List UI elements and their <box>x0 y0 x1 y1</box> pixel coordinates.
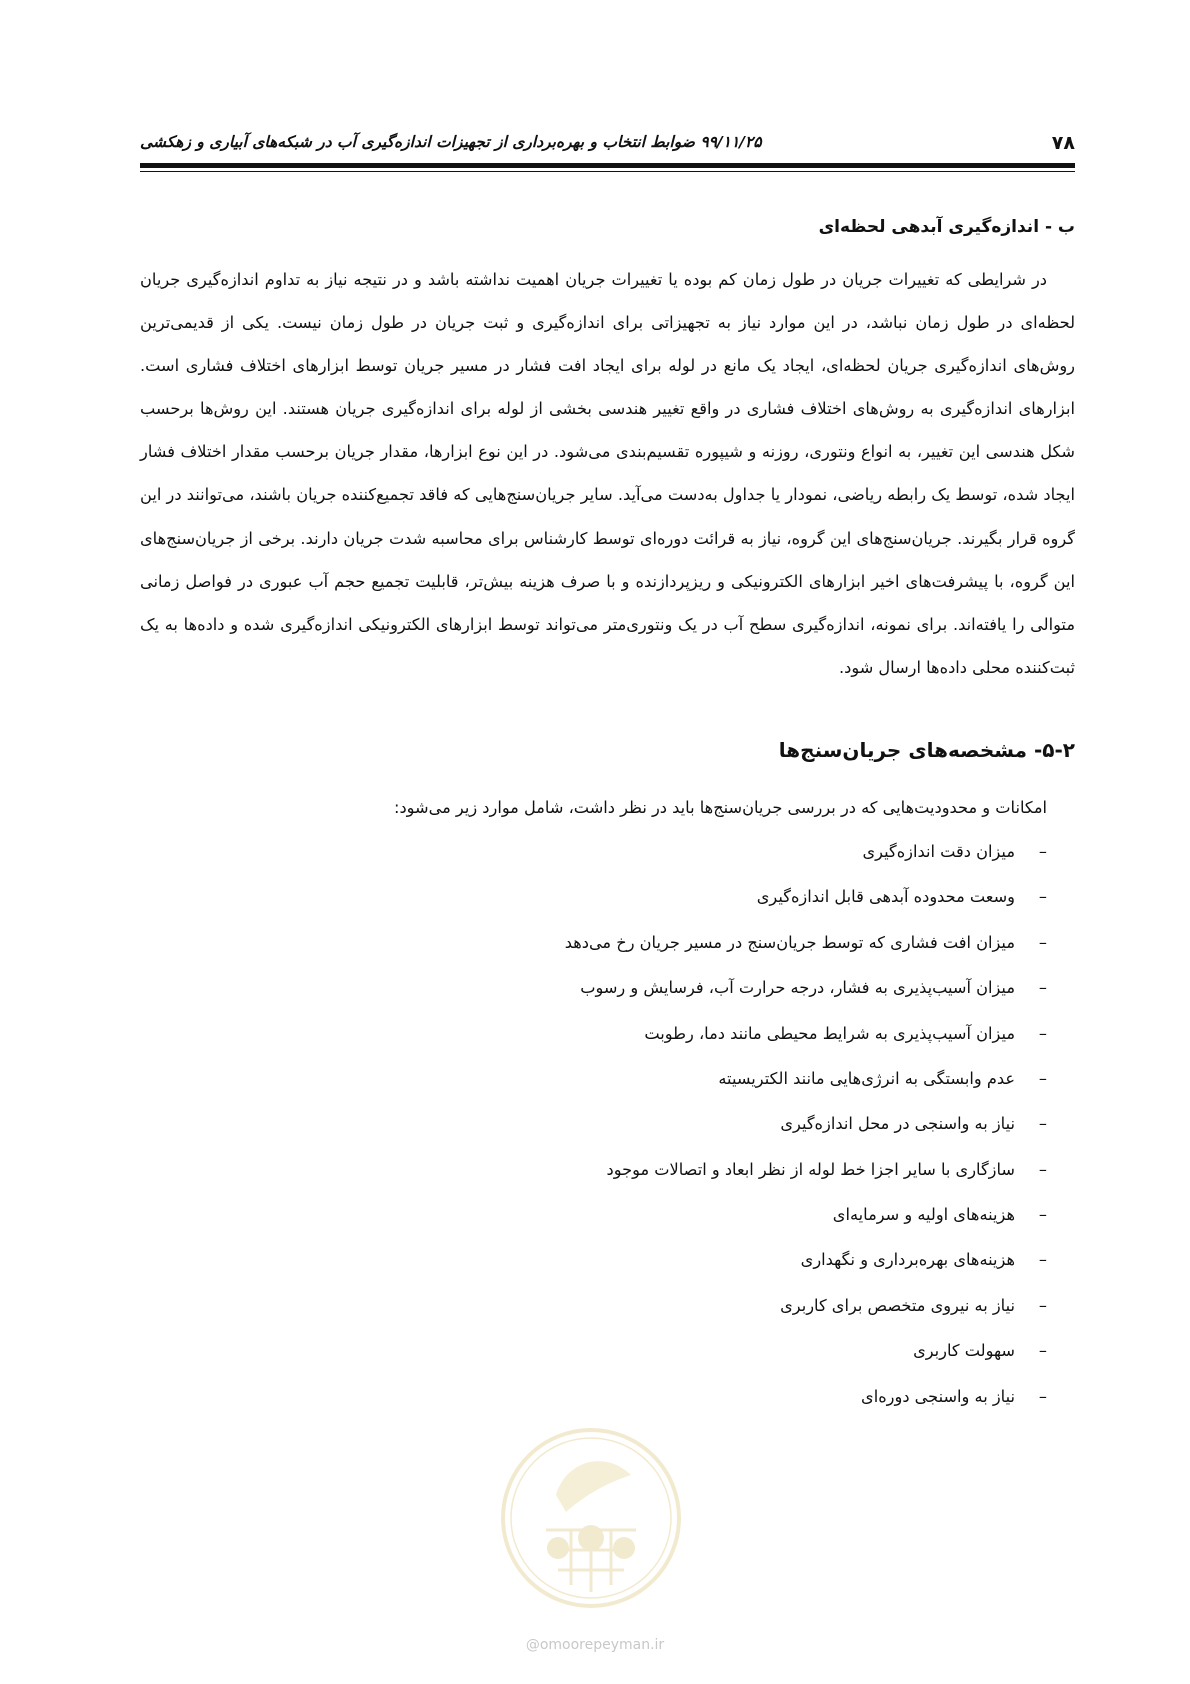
list-item-text: میزان افت فشاری که توسط جریان‌سنج در مسیر جریان رخ می‌دهد <box>564 932 1015 952</box>
list-item <box>140 1155 1047 1200</box>
bullet-dash: – <box>1038 1386 1047 1406</box>
list-item <box>140 1064 1047 1109</box>
page-number: ۷۸ <box>1051 132 1075 154</box>
bullet-dash: – <box>1038 1341 1047 1361</box>
list-item <box>140 882 1047 927</box>
watermark-url: @omoorepeyman.ir <box>525 1637 665 1653</box>
list-item-text: وسعت محدوده آبدهی قابل اندازه‌گیری <box>756 887 1015 907</box>
section-intro: امکانات و محدودیت‌هایی که در بررسی جریان‌سنج‌ها باید در نظر داشت، شامل موارد زیر می‌شود: <box>394 797 1047 817</box>
list-item <box>140 1245 1047 1290</box>
list-item-text: هزینه‌های اولیه و سرمایه‌ای <box>832 1205 1015 1225</box>
list-item-text: نیاز به واسنجی دوره‌ای <box>861 1386 1015 1406</box>
list-item-text: سهولت کاربری <box>913 1341 1015 1361</box>
bullet-dash: – <box>1038 887 1047 907</box>
bullet-dash: – <box>1038 1159 1047 1179</box>
list-item-text: سازگاری با سایر اجزا خط لوله از نظر ابعاد و اتصالات موجود <box>606 1159 1015 1179</box>
subsection-heading: ب - اندازه‌گیری آبدهی لحظه‌ای <box>818 217 1075 237</box>
bullet-dash: – <box>1038 1205 1047 1225</box>
bullet-dash: – <box>1038 1023 1047 1043</box>
bullet-dash: – <box>1038 978 1047 998</box>
bullet-dash: – <box>1038 1114 1047 1134</box>
list-item-text: میزان آسیب‌پذیری به شرایط محیطی مانند دما، رطوبت <box>644 1023 1015 1043</box>
body-paragraph: در شرایطی که تغییرات جریان در طول زمان کم بوده یا تغییرات جریان اهمیت نداشته باشد و در نتیجه نیاز به تداوم اندازه‌گیری جریان لحظه‌ای در طول زمان نباشد، در این موارد نیاز به تجهیزاتی برای اندازه‌گیری و ثبت جریان در طول زمان نیست. یکی از قدیمی‌ترین روش‌های اندازه‌گیری جریان لحظه‌ای، ایجاد یک مانع در لوله برای ایجاد افت فشار در مسیر جریان توسط ابزارهای اختلاف فشاری است. ابزارهای اندازه‌گیری به روش‌های اختلاف فشاری در واقع تغییر هندسی بخشی از لوله برای اندازه‌گیری جریان هستند. این روش‌ها برحسب شکل هندسی این تغییر، به انواع ونتوری، روزنه و شیپوره تقسیم‌بندی می‌شود. در این نوع ابزارها، مقدار جریان برحسب مقدار اختلاف فشار ایجاد شده، توسط یک رابطه ریاضی، نمودار یا جداول به‌دست می‌آید. سایر جریان‌سنج‌هایی که فاقد تجمیع‌کننده جریان باشند، می‌توانند در این گروه قرار بگیرند. جریان‌سنج‌های این گروه، نیاز به قرائت دوره‌ای توسط کارشناس برای محاسبه شدت جریان دارند. برخی از جریان‌سنج‌های این گروه، با پیشرفت‌های اخیر ابزارهای الکترونیکی و ریزپردازنده و با صرف هزینه بیش‌تر، قابلیت تجمیع حجم آب عبوری در فواصل زمانی متوالی را یافته‌اند. برای نمونه، اندازه‌گیری سطح آب در یک ونتوری‌متر می‌تواند توسط ابزارهای الکترونیکی اندازه‌گیری شده و داده‌ها به یک ثبت‌کننده محلی داده‌ها ارسال شود. <box>140 270 1075 677</box>
section-heading: ۵-۲- مشخصه‌های جریان‌سنج‌ها <box>778 737 1075 762</box>
bullet-dash: – <box>1038 841 1047 861</box>
bullet-dash: – <box>1038 1250 1047 1270</box>
list-item-text: میزان دقت اندازه‌گیری <box>862 841 1015 861</box>
list-item <box>140 1291 1047 1336</box>
list-item <box>140 928 1047 973</box>
list-item-text: نیاز به نیروی متخصص برای کاربری <box>780 1295 1015 1315</box>
header-rule-thick <box>140 163 1075 168</box>
running-title: ۹۹/۱۱/۲۵ ضوابط انتخاب و بهره‌برداری از تجهیزات اندازه‌گیری آب در شبکه‌های آبیاری و زهکشی <box>140 133 762 151</box>
bullet-dash: – <box>1038 1295 1047 1315</box>
page-header <box>140 120 1075 160</box>
bullet-list <box>140 837 1075 1427</box>
page-content <box>140 212 1075 1427</box>
list-item <box>140 1200 1047 1245</box>
list-item <box>140 1336 1047 1381</box>
bullet-dash: – <box>1038 1068 1047 1088</box>
list-item-text: عدم وابستگی به انرژی‌هایی مانند الکتریسیته <box>718 1068 1015 1088</box>
list-item <box>140 1109 1047 1154</box>
bullet-dash: – <box>1038 932 1047 952</box>
list-item-text: میزان آسیب‌پذیری به فشار، درجه حرارت آب، فرسایش و رسوب <box>580 978 1015 998</box>
watermark-logo <box>496 1420 686 1630</box>
list-item-text: هزینه‌های بهره‌برداری و نگهداری <box>800 1250 1015 1270</box>
list-item <box>140 837 1047 882</box>
list-item <box>140 1019 1047 1064</box>
list-item <box>140 973 1047 1018</box>
list-item-text: نیاز به واسنجی در محل اندازه‌گیری <box>780 1114 1015 1134</box>
header-rule-thin <box>140 171 1075 172</box>
